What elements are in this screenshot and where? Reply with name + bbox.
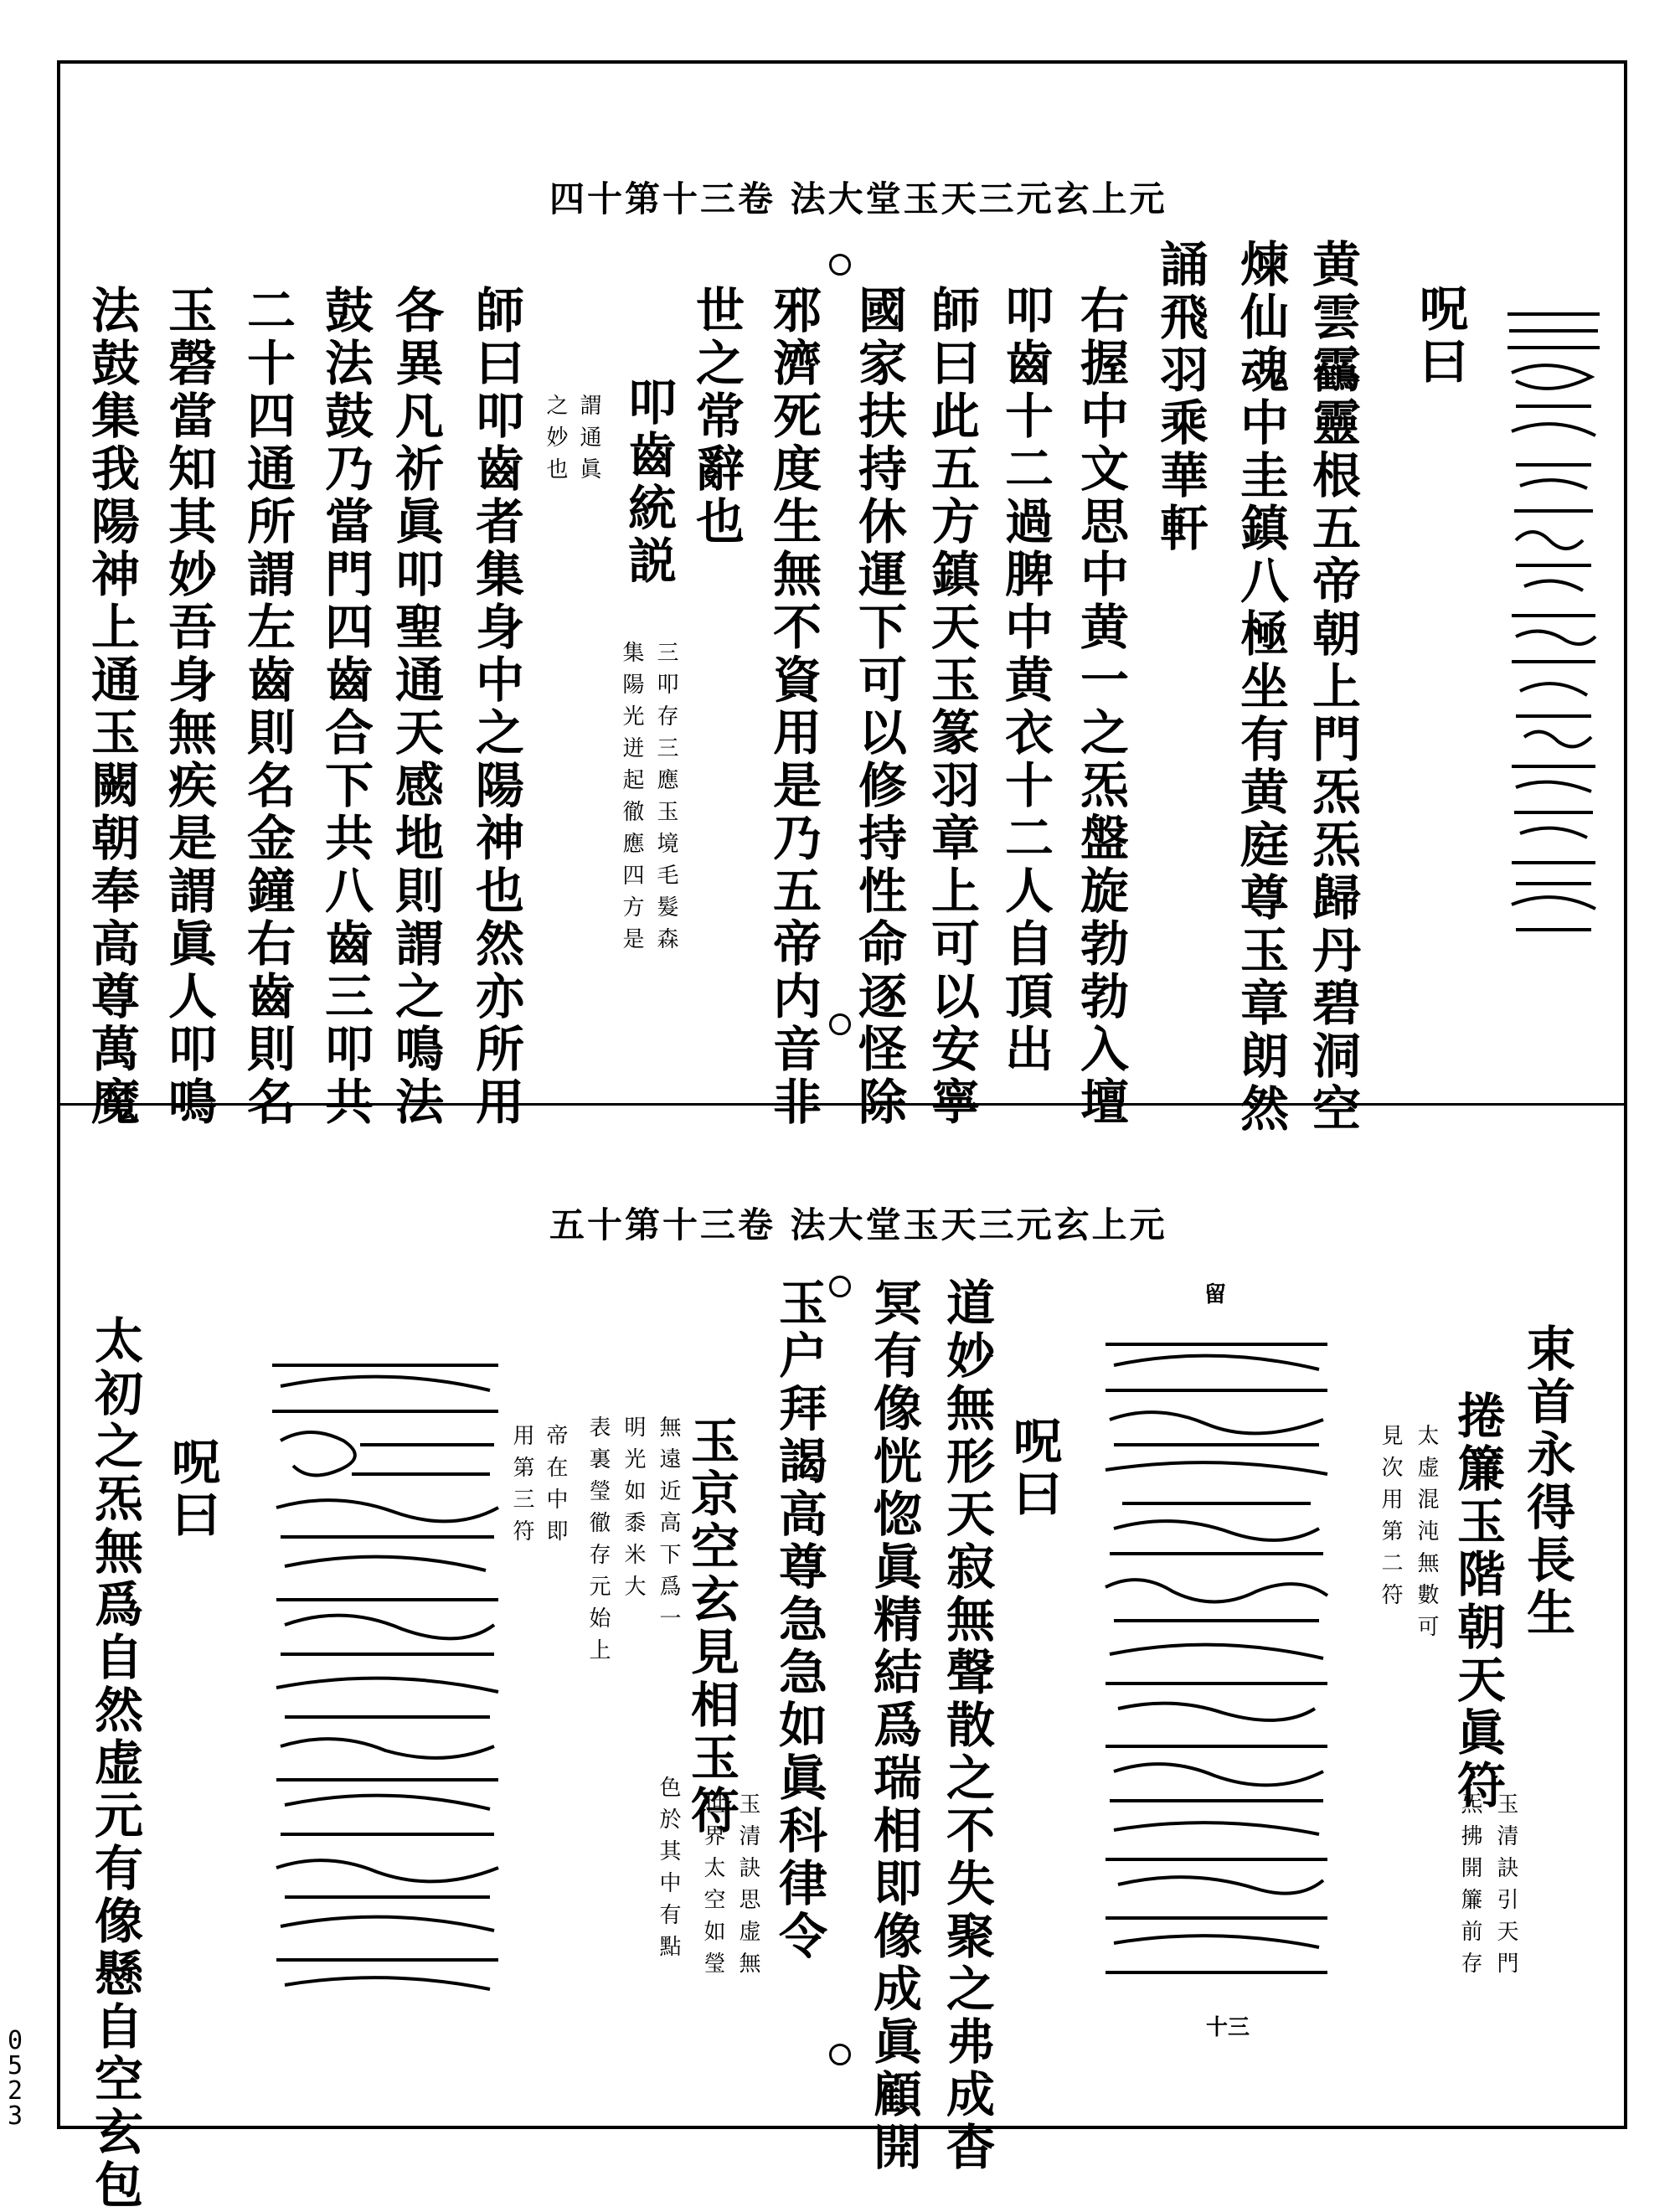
talisman-seal-icon xyxy=(260,1348,511,2002)
talisman-seal-icon xyxy=(1499,297,1608,951)
top-col-13: 各異凡祈眞叩聖通天感地則謂之鳴法 xyxy=(387,285,444,1129)
bottom-col-4: 冥有像恍惚眞精結爲瑞相即像成眞顧開 xyxy=(865,1277,922,2174)
talisman-mark-bottom: 十三 xyxy=(1206,2015,1250,2040)
circle-mark-icon xyxy=(829,2044,851,2065)
top-col-8: 國家扶持休運下可以修持性命逐怪除 xyxy=(850,285,907,1129)
top-note-2: 集陽光迸起徹應四方是 xyxy=(619,641,644,959)
bottom-col-1: 束首永得長生 xyxy=(1518,1323,1575,1640)
bottom-note-8: 色於其中有點 xyxy=(656,1776,681,1967)
bottom-col-2: 捲簾玉階朝天眞符 xyxy=(1449,1390,1506,1812)
top-col-17: 法鼓集我陽神上通玉闕朝奉高尊萬魔 xyxy=(83,285,140,1129)
top-note-4: 之妙也 xyxy=(543,394,568,489)
talisman-mark-top: 留 xyxy=(1204,1282,1227,1307)
talisman-seal-icon xyxy=(1089,1328,1344,1998)
bottom-col-5: 玉户拜謁高尊急急如眞科律令 xyxy=(770,1277,827,1963)
circle-mark-icon xyxy=(829,1276,851,1297)
bottom-header: 元上玄元三天玉堂大法 卷三十第十五 xyxy=(549,1204,1167,1245)
top-col-1: 呪曰 xyxy=(1411,283,1468,389)
top-col-5: 右握中文思中黄一之炁盤旋勃勃入壇 xyxy=(1072,285,1129,1129)
bottom-note-12: 用第三符 xyxy=(509,1424,534,1551)
bottom-col-9: 太初之炁無爲自然虚元有像懸自空玄包 xyxy=(86,1315,143,2212)
top-note-3: 謂通眞 xyxy=(576,394,601,489)
top-col-12: 師曰叩齒者集身中之陽神也然亦所用 xyxy=(467,285,524,1129)
bottom-col-7: 玉京空玄見相玉符 xyxy=(683,1415,740,1838)
top-note-1: 三叩存三應玉境毛髮森 xyxy=(653,641,678,959)
circle-mark-icon xyxy=(829,1013,851,1035)
top-col-11: 叩齒統説 xyxy=(620,377,677,588)
circle-mark-icon xyxy=(829,254,851,276)
bottom-note-3: 太虚混沌無數可 xyxy=(1414,1424,1439,1647)
bottom-note-6: 世界太空如瑩 xyxy=(700,1792,725,1983)
top-col-9: 邪濟死度生無不資用是乃五帝内音非 xyxy=(765,285,822,1129)
bottom-col-8: 呪曰 xyxy=(163,1436,220,1542)
top-col-10: 世之常辭也 xyxy=(688,285,745,549)
bottom-note-9: 明光如黍米大 xyxy=(621,1415,646,1606)
bottom-note-5: 玉清訣思虚無 xyxy=(735,1792,760,1983)
bottom-note-7: 無遠近高下爲一 xyxy=(656,1415,681,1638)
bottom-note-11: 帝在中即 xyxy=(543,1424,568,1551)
top-col-15: 二十四通所謂左齒則名金鐘右齒則名 xyxy=(239,285,296,1129)
top-col-14: 鼓法鼓乃當門四齒合下共八齒三叩共 xyxy=(317,285,374,1129)
top-col-4: 誦飛羽乘華軒 xyxy=(1152,239,1209,555)
bottom-note-4: 見次用第二符 xyxy=(1378,1424,1403,1615)
top-col-7: 師曰此五方鎮天玉篆羽章上可以安寧 xyxy=(923,285,980,1129)
bottom-note-2: 炁拂開簾前存 xyxy=(1457,1792,1482,1983)
top-col-6: 叩齒十二過脾中黄衣十二人自頂出 xyxy=(997,285,1054,1076)
page-number: 0523 xyxy=(7,2026,23,2131)
bottom-col-3: 道妙無形天寂無聲散之不失聚之弗成杳 xyxy=(938,1277,995,2174)
bottom-note-1: 玉清訣引天門 xyxy=(1493,1792,1518,1983)
bottom-note-10: 表裏瑩徹存元始上 xyxy=(585,1415,611,1670)
bottom-col-6: 呪曰 xyxy=(1005,1415,1062,1521)
top-header: 元上玄元三天玉堂大法 卷三十第十四 xyxy=(549,178,1167,219)
top-col-16: 玉磬當知其妙吾身無疾是謂眞人叩鳴 xyxy=(160,285,217,1129)
top-col-3: 煉仙魂中圭鎮八極坐有黄庭尊玉章朗然 xyxy=(1232,239,1289,1136)
top-col-2: 黄雲靏靈根五帝朝上門炁炁歸丹碧洞空 xyxy=(1304,239,1361,1136)
